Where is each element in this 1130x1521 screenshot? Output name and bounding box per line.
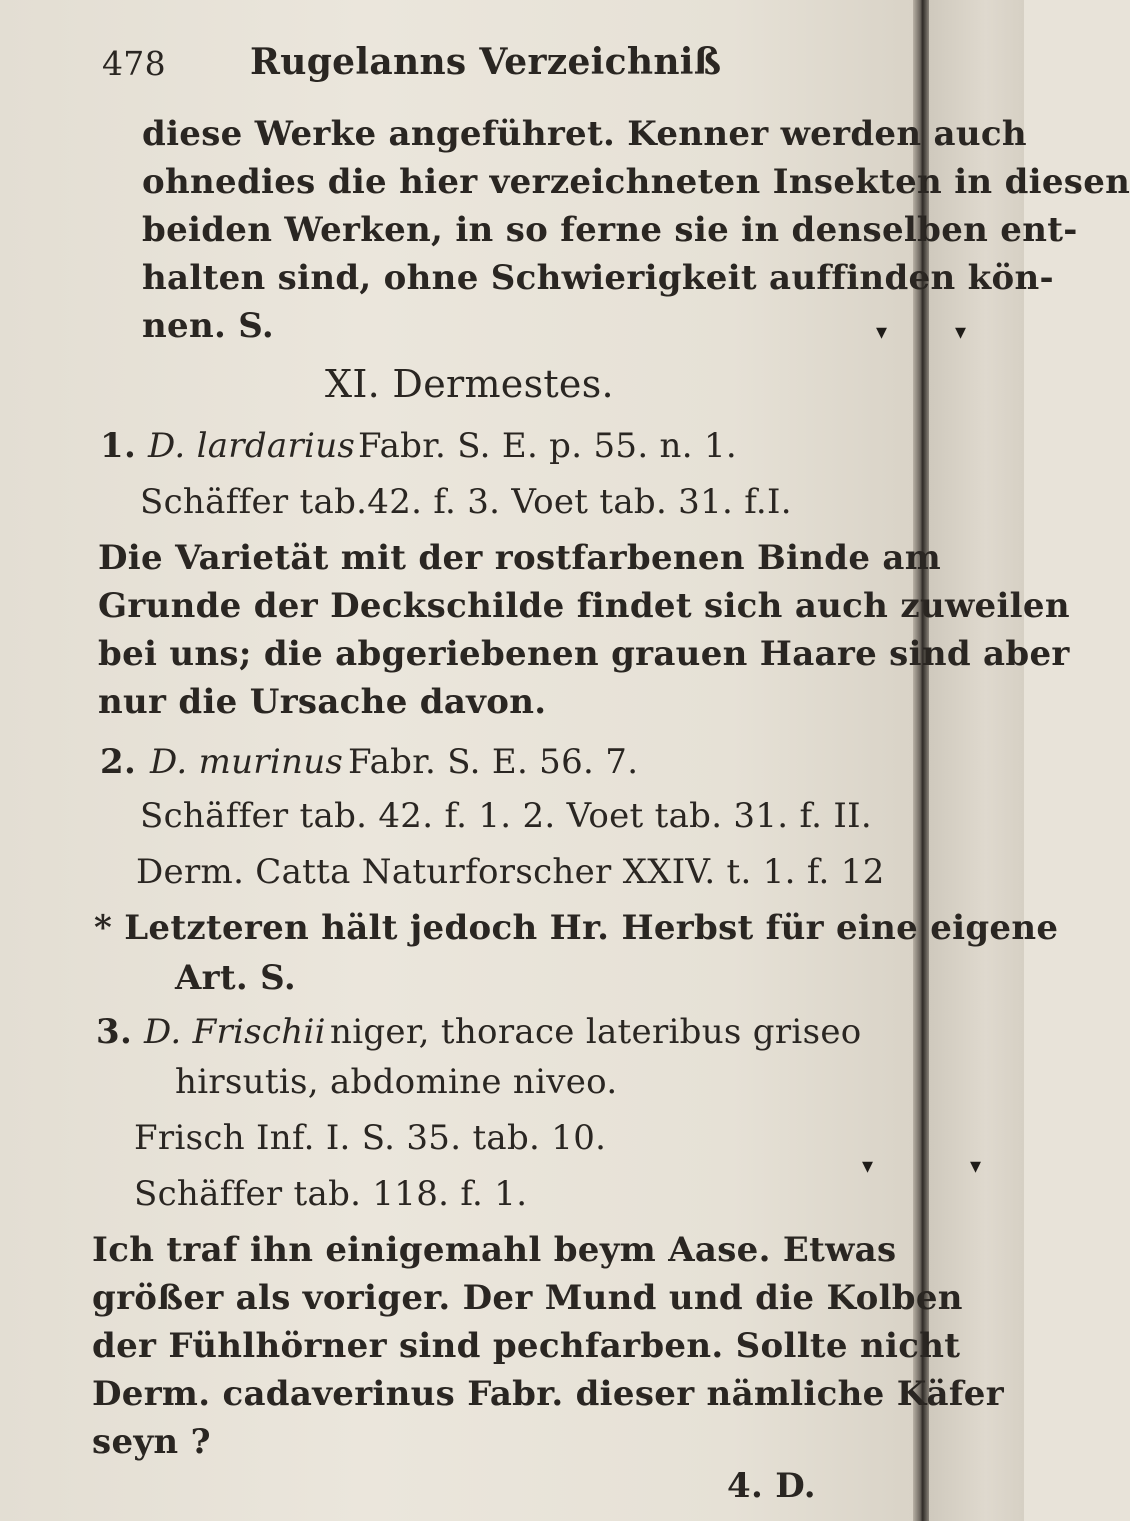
- note-line: der Fühlhörner sind pechfarben. Sollte nicht: [92, 1326, 961, 1366]
- note-line: Derm. cadaverinus Fabr. dieser nämliche Käfer: [92, 1374, 1004, 1414]
- species-reference: Derm. Catta Naturforscher XXIV. t. 1. f. 12: [136, 852, 885, 892]
- margin-mark-icon: ▾: [876, 320, 888, 345]
- species-name: D. lardarius: [148, 426, 356, 466]
- note-line: nur die Ursache davon.: [98, 682, 547, 722]
- note-line: seyn ?: [92, 1422, 211, 1462]
- intro-line: diese Werke angeführet. Kenner werden auch: [142, 114, 1027, 154]
- species-reference: Schäffer tab.42. f. 3. Voet tab. 31. f.I.: [140, 482, 792, 522]
- intro-line: halten sind, ohne Schwierigkeit auffinden kön-: [142, 258, 1054, 298]
- species-reference: Fabr. S. E. 56. 7.: [348, 742, 639, 782]
- note-line: Art. S.: [175, 958, 296, 998]
- entry-number: 1.: [100, 426, 137, 466]
- catchword: 4. D.: [727, 1466, 816, 1506]
- species-name: D. Frischii: [144, 1012, 326, 1052]
- margin-mark-icon: ▾: [862, 1154, 874, 1179]
- section-title: XI. Dermestes.: [325, 362, 614, 406]
- species-reference: Fabr. S. E. p. 55. n. 1.: [358, 426, 737, 466]
- note-line: Ich traf ihn einigemahl beym Aase. Etwas: [92, 1230, 897, 1270]
- page-number: 478: [102, 44, 166, 83]
- intro-line: beiden Werken, in so ferne sie in denselben ent-: [142, 210, 1078, 250]
- note-line: * Letzteren hält jedoch Hr. Herbst für eine eigene: [94, 908, 1059, 948]
- intro-line: nen. S.: [142, 306, 275, 346]
- species-reference: Schäffer tab. 42. f. 1. 2. Voet tab. 31. f. II.: [140, 796, 872, 836]
- intro-line: ohnedies die hier verzeichneten Insekten in diesen: [142, 162, 1130, 202]
- note-line: größer als voriger. Der Mund und die Kolben: [92, 1278, 963, 1318]
- entry-number: 3.: [96, 1012, 133, 1052]
- margin-mark-icon: ▾: [970, 1154, 982, 1179]
- species-description: hirsutis, abdomine niveo.: [175, 1062, 618, 1102]
- species-description: niger, thorace lateribus griseo: [330, 1012, 862, 1052]
- margin-mark-icon: ▾: [955, 320, 967, 345]
- species-name: D. murinus: [150, 742, 344, 782]
- entry-number: 2.: [100, 742, 137, 782]
- note-line: Grunde der Deckschilde findet sich auch zuweilen: [98, 586, 1070, 626]
- note-line: Die Varietät mit der rostfarbenen Binde am: [98, 538, 942, 578]
- running-title: Rugelanns Verzeichniß: [250, 41, 722, 83]
- species-reference: Schäffer tab. 118. f. 1.: [134, 1174, 528, 1214]
- species-reference: Frisch Inf. I. S. 35. tab. 10.: [134, 1118, 607, 1158]
- note-line: bei uns; die abgeriebenen grauen Haare sind aber: [98, 634, 1070, 674]
